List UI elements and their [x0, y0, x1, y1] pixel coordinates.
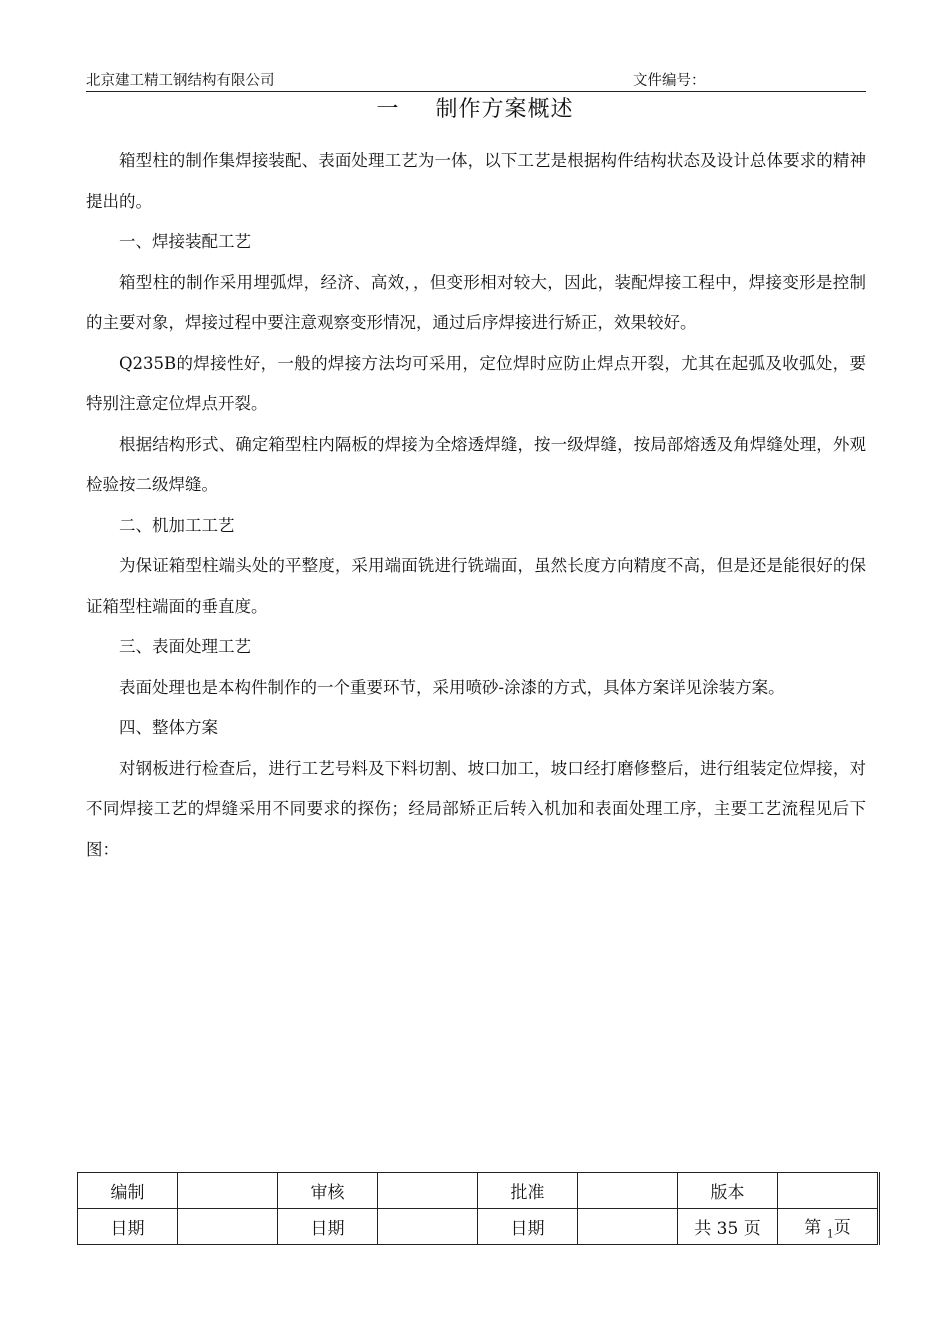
date-label-1: 日期 [78, 1209, 178, 1245]
title-text: 制作方案概述 [435, 97, 574, 122]
page-suffix: 页 [833, 1217, 851, 1238]
version-value [778, 1173, 879, 1209]
section-heading-surface: 三、表面处理工艺 [119, 637, 251, 656]
date-value-3 [578, 1209, 678, 1245]
paragraph-overall: 对钢板进行检查后，进行工艺号料及下料切割、坡口加工，坡口经打磨修整后，进行组装定位焊接，对不同焊接工艺的焊缝采用不同要求的探伤；经局部矫正后转入机加和表面处理工序，主要工艺流程见后下图： [86, 758, 866, 859]
version-label: 版本 [678, 1173, 778, 1209]
page-header [86, 66, 866, 92]
body-content [86, 141, 866, 870]
date-value-1 [178, 1209, 278, 1245]
section-heading-overall: 四、整体方案 [119, 718, 218, 737]
reviewed-by-label: 审核 [278, 1173, 378, 1209]
prepared-by-label: 编制 [78, 1173, 178, 1209]
paragraph-welding-3: 根据结构形式、确定箱型柱内隔板的焊接为全熔透焊缝，按一级焊缝，按局部熔透及角焊缝处理，外观检验按二级焊缝。 [86, 434, 866, 494]
prepared-by-value [178, 1173, 278, 1209]
reviewed-by-value [378, 1173, 478, 1209]
signoff-table [77, 1172, 880, 1245]
approved-by-label: 批准 [478, 1173, 578, 1209]
paragraph-welding-2: Q235B的焊接性好，一般的焊接方法均可采用，定位焊时应防止焊点开裂，尤其在起弧及收弧处，要特别注意定位焊点开裂。 [86, 353, 866, 413]
page-number: 1 [826, 1227, 834, 1241]
title-number: 一 [376, 97, 400, 122]
date-label-2: 日期 [278, 1209, 378, 1245]
current-page [778, 1209, 879, 1245]
total-pages: 共 35 页 [678, 1209, 778, 1245]
paragraph-welding-1: 箱型柱的制作采用埋弧焊，经济、高效，，但变形相对较大，因此，装配焊接工程中，焊接变形是控制的主要对象，焊接过程中要注意观察变形情况，通过后序焊接进行矫正，效果较好。 [86, 272, 866, 332]
paragraph-machining: 为保证箱型柱端头处的平整度，采用端面铣进行铣端面，虽然长度方向精度不高，但是还是能很好的保证箱型柱端面的垂直度。 [86, 556, 866, 616]
approved-by-value [578, 1173, 678, 1209]
table-row [78, 1173, 879, 1209]
table-row [78, 1209, 879, 1245]
paragraph-surface: 表面处理也是本构件制作的一个重要环节，采用喷砂-涂漆的方式，具体方案详见涂装方案。 [119, 677, 785, 697]
date-label-3: 日期 [478, 1209, 578, 1245]
date-value-2 [378, 1209, 478, 1245]
section-heading-welding: 一、焊接装配工艺 [119, 232, 251, 251]
intro-paragraph: 箱型柱的制作集焊接装配、表面处理工艺为一体，以下工艺是根据构件结构状态及设计总体要求的精神提出的。 [86, 151, 866, 211]
page-prefix: 第 [804, 1217, 827, 1238]
section-heading-machining: 二、机加工工艺 [119, 515, 235, 535]
file-number-label: 文件编号： [633, 73, 706, 89]
company-name: 北京建工精工钢结构有限公司 [86, 73, 275, 89]
page-title [0, 92, 950, 123]
